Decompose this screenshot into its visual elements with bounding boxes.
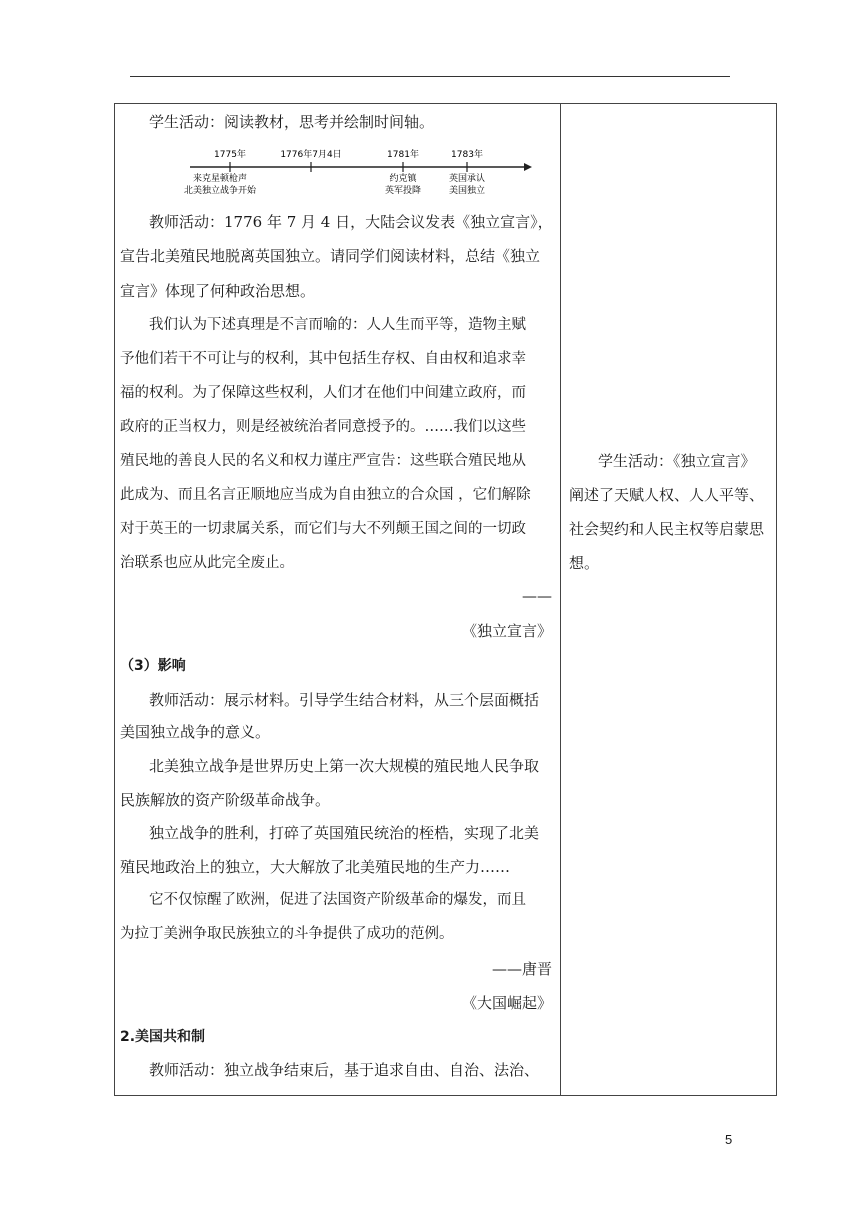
timeline-event-label: 英军投降 (384, 186, 422, 196)
timeline-event-label: 北美独立战争开始 (183, 186, 257, 196)
sidebar-line: 学生活动：《独立宣言》 (598, 452, 756, 470)
quote-line: 殖民地的善良人民的名义和权力谨庄严宣告：这些联合殖民地从 (120, 453, 526, 469)
influence-line: 殖民地政治上的独立，大大解放了北美殖民地的生产力…… (120, 858, 511, 876)
sidebar-line: 社会契约和人民主权等启蒙思 (569, 520, 765, 538)
teacher-activity-line: 教师活动：1776 年 7 月 4 日，大陆会议发表《独立宣言》， (149, 213, 553, 231)
quote-source: 《大国崛起》 (461, 994, 552, 1012)
section-heading: （3）影响 (120, 658, 186, 674)
timeline-year: 1775年 (214, 150, 246, 160)
timeline-year: 1776年7月4日 (280, 150, 342, 160)
teacher-activity-line: 美国独立战争的意义。 (120, 723, 271, 741)
timeline-year: 1781年 (387, 150, 419, 160)
page-number: 5 (725, 1132, 733, 1147)
column-divider (560, 103, 561, 1096)
teacher-activity-line: 教师活动：展示材料。引导学生结合材料，从三个层面概括 (149, 691, 540, 709)
quote-line: 此成为、而且名言正顺地应当成为自由独立的合众国 ，它们解除 (120, 487, 531, 503)
influence-line: 北美独立战争是世界历史上第一次大规模的殖民地人民争取 (149, 757, 540, 775)
teacher-activity-line: 教师活动：独立战争结束后，基于追求自由、自治、法治、 (149, 1061, 540, 1079)
quote-source: 《独立宣言》 (461, 622, 552, 640)
timeline-event-label: 约克镇 (389, 174, 417, 184)
quote-line: 对于英王的一切隶属关系，而它们与大不列颠王国之间的一切政 (120, 521, 526, 537)
quote-author: ——唐晋 (491, 960, 552, 978)
section-heading: 2.美国共和制 (120, 1029, 206, 1045)
quote-line: 我们认为下述真理是不言而喻的：人人生而平等，造物主赋 (149, 317, 526, 333)
influence-line: 民族解放的资产阶级革命战争。 (120, 791, 331, 809)
quote-line: 政府的正当权力，则是经被统治者同意授予的。……我们以这些 (120, 419, 526, 435)
teacher-activity-line: 宣告北美殖民地脱离英国独立。请同学们阅读材料，总结《独立 (120, 247, 541, 265)
sidebar-line: 阐述了天赋人权、人人平等、 (569, 486, 765, 504)
quote-dash: —— (522, 587, 552, 605)
quote-line: 治联系也应从此完全废止。 (120, 555, 294, 571)
header-rule (130, 76, 730, 77)
student-activity-text: 学生活动：阅读教材，思考并绘制时间轴。 (149, 113, 435, 131)
quote-line: 福的权利。为了保障这些权利，人们才在他们中间建立政府，而 (120, 385, 526, 401)
quote-line: 予他们若干不可让与的权利，其中包括生存权、自由权和追求幸 (120, 351, 526, 367)
timeline-figure (176, 143, 536, 199)
timeline-year: 1783年 (451, 150, 483, 160)
timeline-event-label: 英国承认 (448, 174, 486, 184)
influence-line: 独立战争的胜利，打碎了英国殖民统治的桎梏，实现了北美 (149, 824, 540, 842)
timeline-arrow-icon (524, 163, 532, 171)
influence-line: 它不仅惊醒了欧洲，促进了法国资产阶级革命的爆发，而且 (149, 892, 526, 908)
teacher-activity-line: 宣言》体现了何种政治思想。 (120, 282, 316, 300)
timeline-event-label: 来克星顿枪声 (192, 174, 248, 184)
timeline-event-label: 美国独立 (448, 186, 486, 196)
influence-line: 为拉丁美洲争取民族独立的斗争提供了成功的范例。 (120, 926, 454, 942)
sidebar-line: 想。 (569, 554, 600, 572)
